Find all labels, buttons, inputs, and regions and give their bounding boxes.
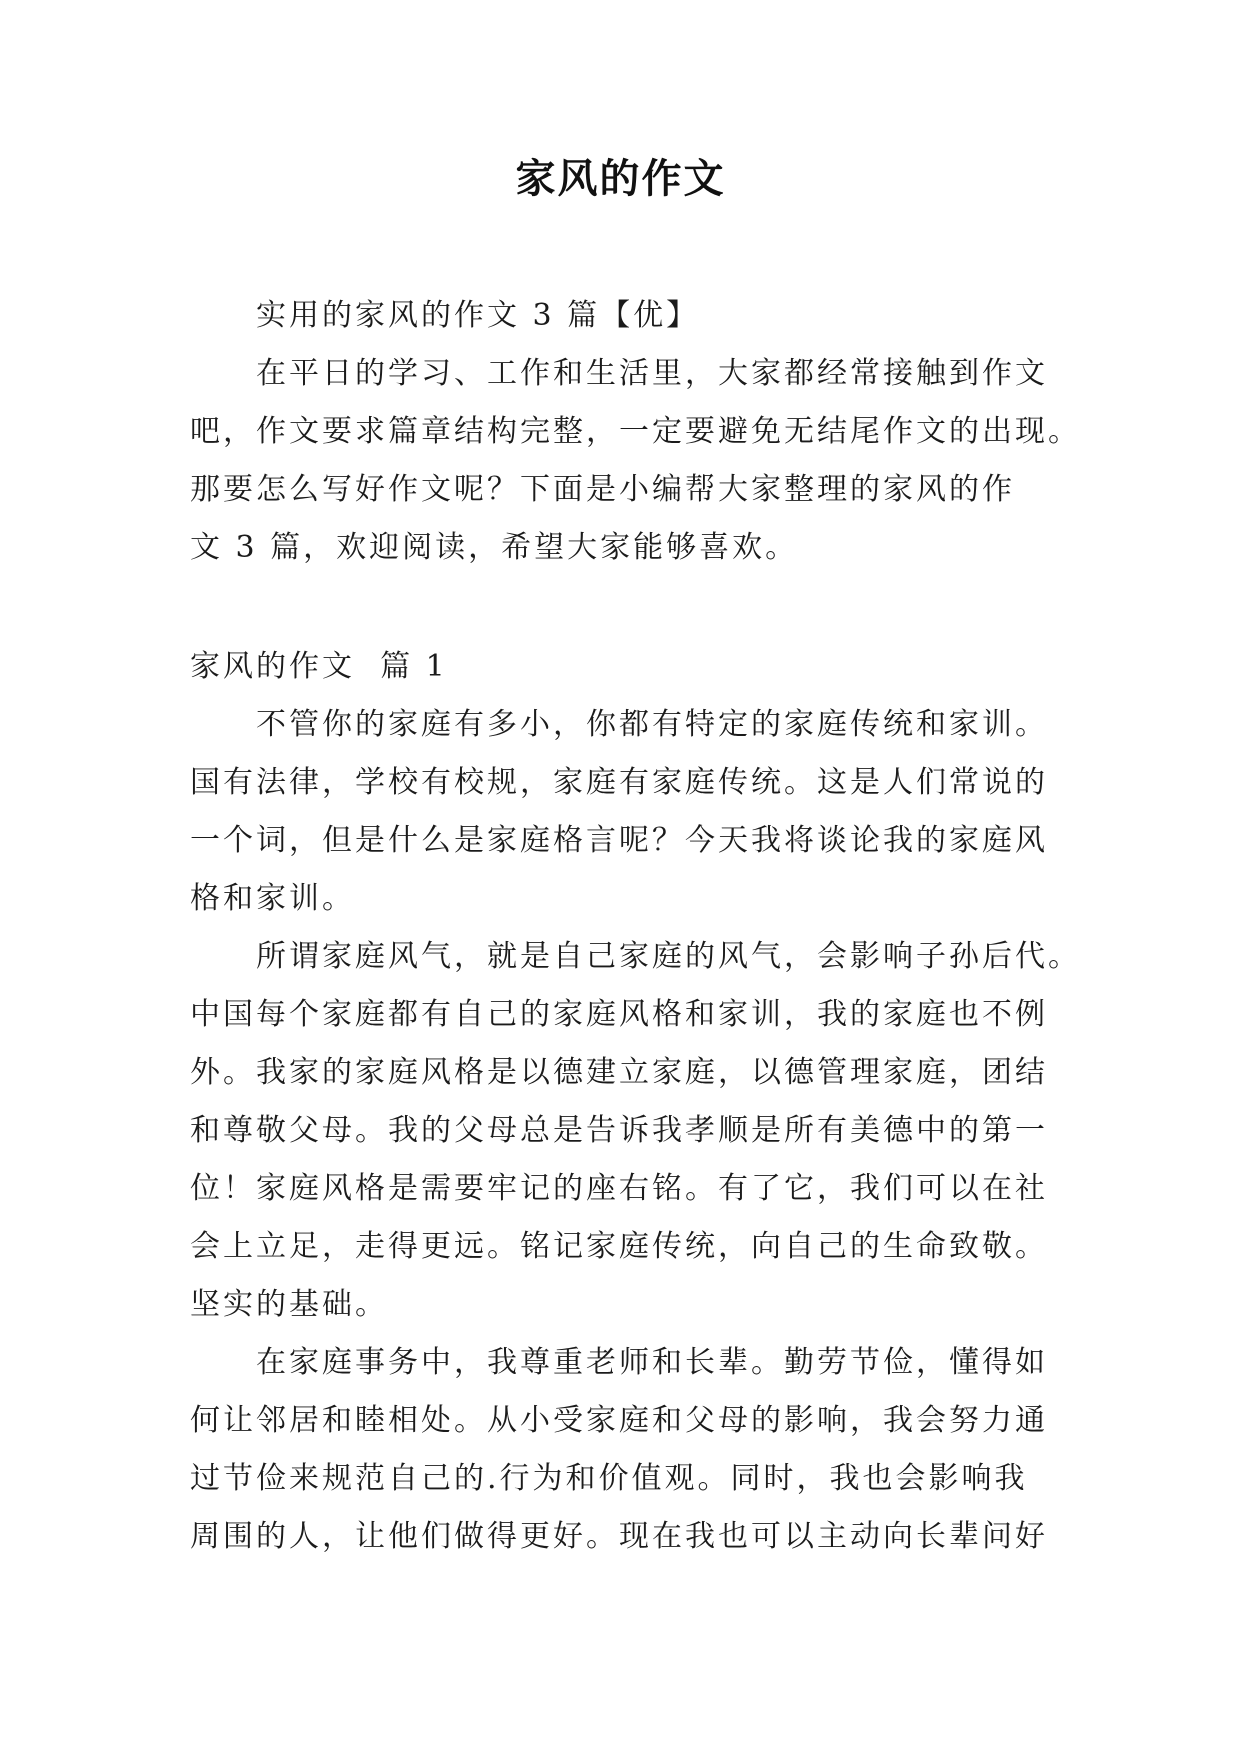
text-line: 外。我家的家庭风格是以德建立家庭，以德管理家庭，团结 [190, 1055, 1048, 1090]
section-heading: 家风的作文 篇 1 [190, 649, 448, 684]
text-line: 文 3 篇，欢迎阅读，希望大家能够喜欢。 [190, 530, 799, 565]
text-line: 周围的人，让他们做得更好。现在我也可以主动向长辈问好 [190, 1519, 1048, 1554]
paragraph [190, 696, 1090, 928]
paragraph [190, 287, 1090, 345]
text-line: 吧，作文要求篇章结构完整，一定要避免无结尾作文的出现。 [190, 414, 1081, 449]
paragraph [190, 345, 1090, 577]
intro-section [190, 287, 1090, 577]
paragraph [190, 1334, 1090, 1566]
text-line: 实用的家风的作文 3 篇【优】 [256, 298, 700, 333]
text-line: 坚实的基础。 [190, 1287, 388, 1322]
text-line: 会上立足，走得更远。铭记家庭传统，向自己的生命致敬。 [190, 1229, 1048, 1264]
text-line: 一个词，但是什么是家庭格言呢？今天我将谈论我的家庭风 [190, 823, 1048, 858]
text-line: 位！家庭风格是需要牢记的座右铭。有了它，我们可以在社 [190, 1171, 1048, 1206]
text-line: 那要怎么写好作文呢？下面是小编帮大家整理的家风的作 [190, 472, 1015, 507]
text-line: 何让邻居和睦相处。从小受家庭和父母的影响，我会努力通 [190, 1403, 1048, 1438]
document-title: 家风的作文 [515, 155, 726, 202]
text-line: 格和家训。 [190, 881, 355, 916]
text-line: 所谓家庭风气，就是自己家庭的风气，会影响子孙后代。 [256, 939, 1081, 974]
essay-section-1 [190, 638, 1090, 1566]
text-line: 在平日的学习、工作和生活里，大家都经常接触到作文 [256, 356, 1048, 391]
text-line: 在家庭事务中，我尊重老师和长辈。勤劳节俭，懂得如 [256, 1345, 1048, 1380]
text-line: 过节俭来规范自己的.行为和价值观。同时，我也会影响我 [190, 1461, 1028, 1496]
text-line: 和尊敬父母。我的父母总是告诉我孝顺是所有美德中的第一 [190, 1113, 1048, 1148]
text-line: 国有法律，学校有校规，家庭有家庭传统。这是人们常说的 [190, 765, 1048, 800]
paragraph [190, 928, 1090, 1334]
text-line: 不管你的家庭有多小，你都有特定的家庭传统和家训。 [256, 707, 1048, 742]
text-line: 中国每个家庭都有自己的家庭风格和家训，我的家庭也不例 [190, 997, 1048, 1032]
